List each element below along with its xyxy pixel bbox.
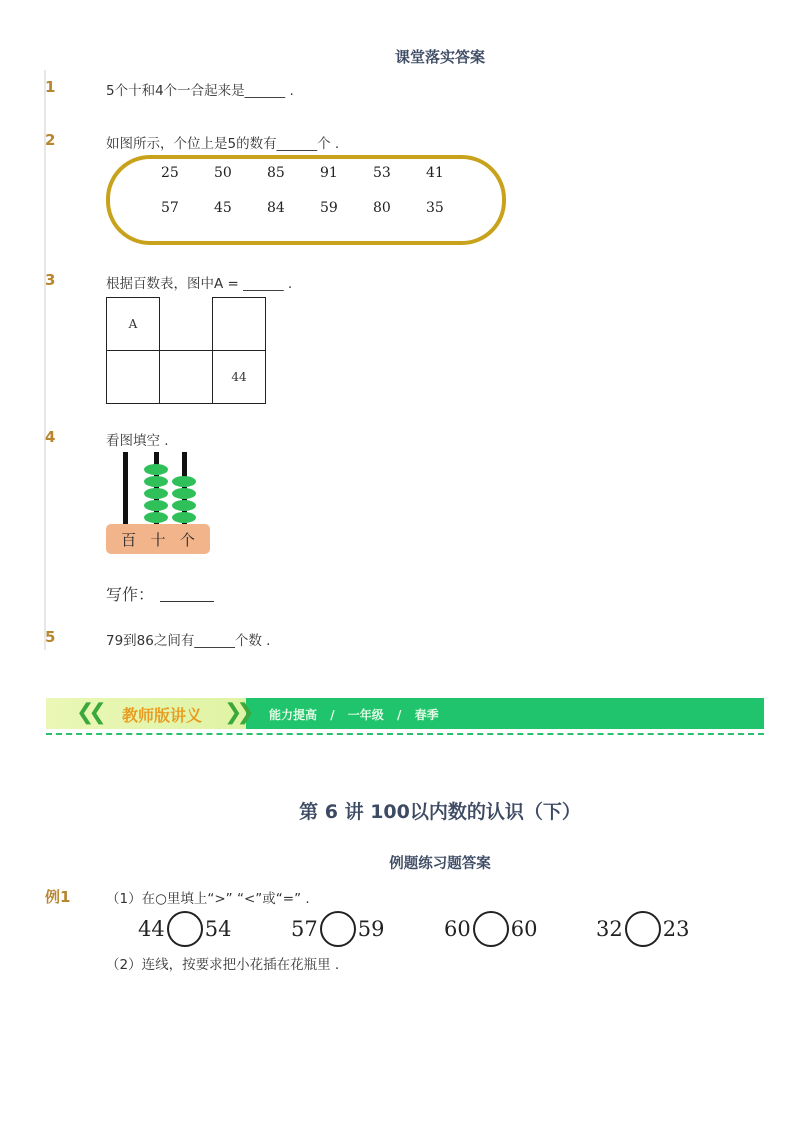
crumb-grade: 一年级 [347, 708, 384, 722]
answer-line [160, 601, 214, 602]
crumb-ability: 能力提高 [269, 708, 318, 722]
comparison-1 [138, 911, 231, 947]
answer-circle[interactable] [473, 911, 509, 947]
oval-number: 85 [267, 165, 285, 181]
ones-bead [172, 488, 196, 499]
oval-number: 53 [373, 165, 391, 181]
oval-number: 80 [373, 200, 391, 216]
example-part2: （2）连线，按要求把小花插在花瓶里 . [106, 957, 340, 973]
comparison-right: 59 [357, 917, 385, 941]
abacus-label-hundreds: 百 [121, 530, 137, 549]
ones-bead [172, 500, 196, 511]
oval-number: 50 [214, 165, 232, 181]
question-number-4: 4 [45, 428, 56, 446]
oval-number: 45 [214, 200, 232, 216]
ones-bead [172, 512, 196, 523]
comparison-right: 60 [510, 917, 538, 941]
oval-number: 35 [426, 200, 444, 216]
grid-cell-blank [160, 298, 213, 351]
tens-bead [144, 512, 168, 523]
comparison-left: 57 [291, 917, 318, 941]
question-text-3: 根据百数表，图中A = ______ . [106, 276, 293, 292]
double-chevron-left-icon: ❮❮ [76, 700, 101, 725]
answer-circle[interactable] [167, 911, 203, 947]
grid-cell-a: A [107, 298, 160, 351]
question-text-1: 5个十和4个一合起来是______ . [106, 83, 294, 99]
tens-bead [144, 500, 168, 511]
comparison-right: 23 [662, 917, 690, 941]
tens-bead [144, 476, 168, 487]
question-number-2: 2 [45, 131, 56, 149]
oval-number: 91 [320, 165, 338, 181]
comparison-left: 32 [596, 917, 623, 941]
teacher-banner [46, 698, 764, 729]
comparison-left: 44 [138, 917, 165, 941]
oval-number: 41 [426, 165, 444, 181]
banner-breadcrumb [269, 706, 439, 723]
question-number-5: 5 [45, 628, 56, 646]
question-text-5: 79到86之间有______个数 . [106, 633, 271, 649]
hundred-table-fragment [106, 297, 266, 404]
comparison-3 [444, 911, 537, 947]
grid-cell [107, 351, 160, 404]
margin-rule [44, 70, 46, 650]
oval-number: 84 [267, 200, 285, 216]
question-text-4: 看图填空 . [106, 433, 169, 449]
crumb-term: 春季 [414, 708, 439, 722]
comparison-left: 60 [444, 917, 471, 941]
crumb-separator: / [396, 708, 402, 722]
double-chevron-right-icon: ❯❯ [224, 700, 249, 725]
banner-title: 教师版讲义 [122, 706, 203, 725]
comparison-right: 54 [204, 917, 232, 941]
section-title: 课堂落实答案 [394, 48, 485, 66]
abacus-label-tens: 十 [150, 530, 166, 549]
answer-circle[interactable] [320, 911, 356, 947]
comparison-2 [291, 911, 384, 947]
ones-bead [172, 476, 196, 487]
crumb-separator: / [330, 708, 335, 722]
oval-number: 25 [161, 165, 179, 181]
hundreds-rod [123, 452, 128, 524]
grid-cell [160, 351, 213, 404]
oval-number: 57 [161, 200, 179, 216]
answer-circle[interactable] [625, 911, 661, 947]
question-number-1: 1 [45, 78, 56, 96]
banner-divider [46, 733, 764, 735]
tens-bead [144, 464, 168, 475]
abacus-label-ones: 个 [179, 530, 195, 549]
grid-cell [213, 298, 266, 351]
tens-bead [144, 488, 168, 499]
abacus-base [106, 524, 210, 554]
write-label: 写作： [106, 585, 155, 604]
lecture-title: 第 6 讲 100以内数的认识（下） [299, 801, 581, 823]
example-section-title: 例题练习题答案 [389, 856, 491, 872]
question-text-2: 如图所示，个位上是5的数有______个 . [106, 136, 340, 152]
example-label: 例1 [45, 888, 71, 906]
question-number-3: 3 [45, 271, 56, 289]
oval-number: 59 [320, 200, 338, 216]
example-part1: （1）在○里填上“>” “<”或“=” . [106, 891, 310, 907]
comparison-4 [596, 911, 689, 947]
grid-cell-44: 44 [213, 351, 266, 404]
